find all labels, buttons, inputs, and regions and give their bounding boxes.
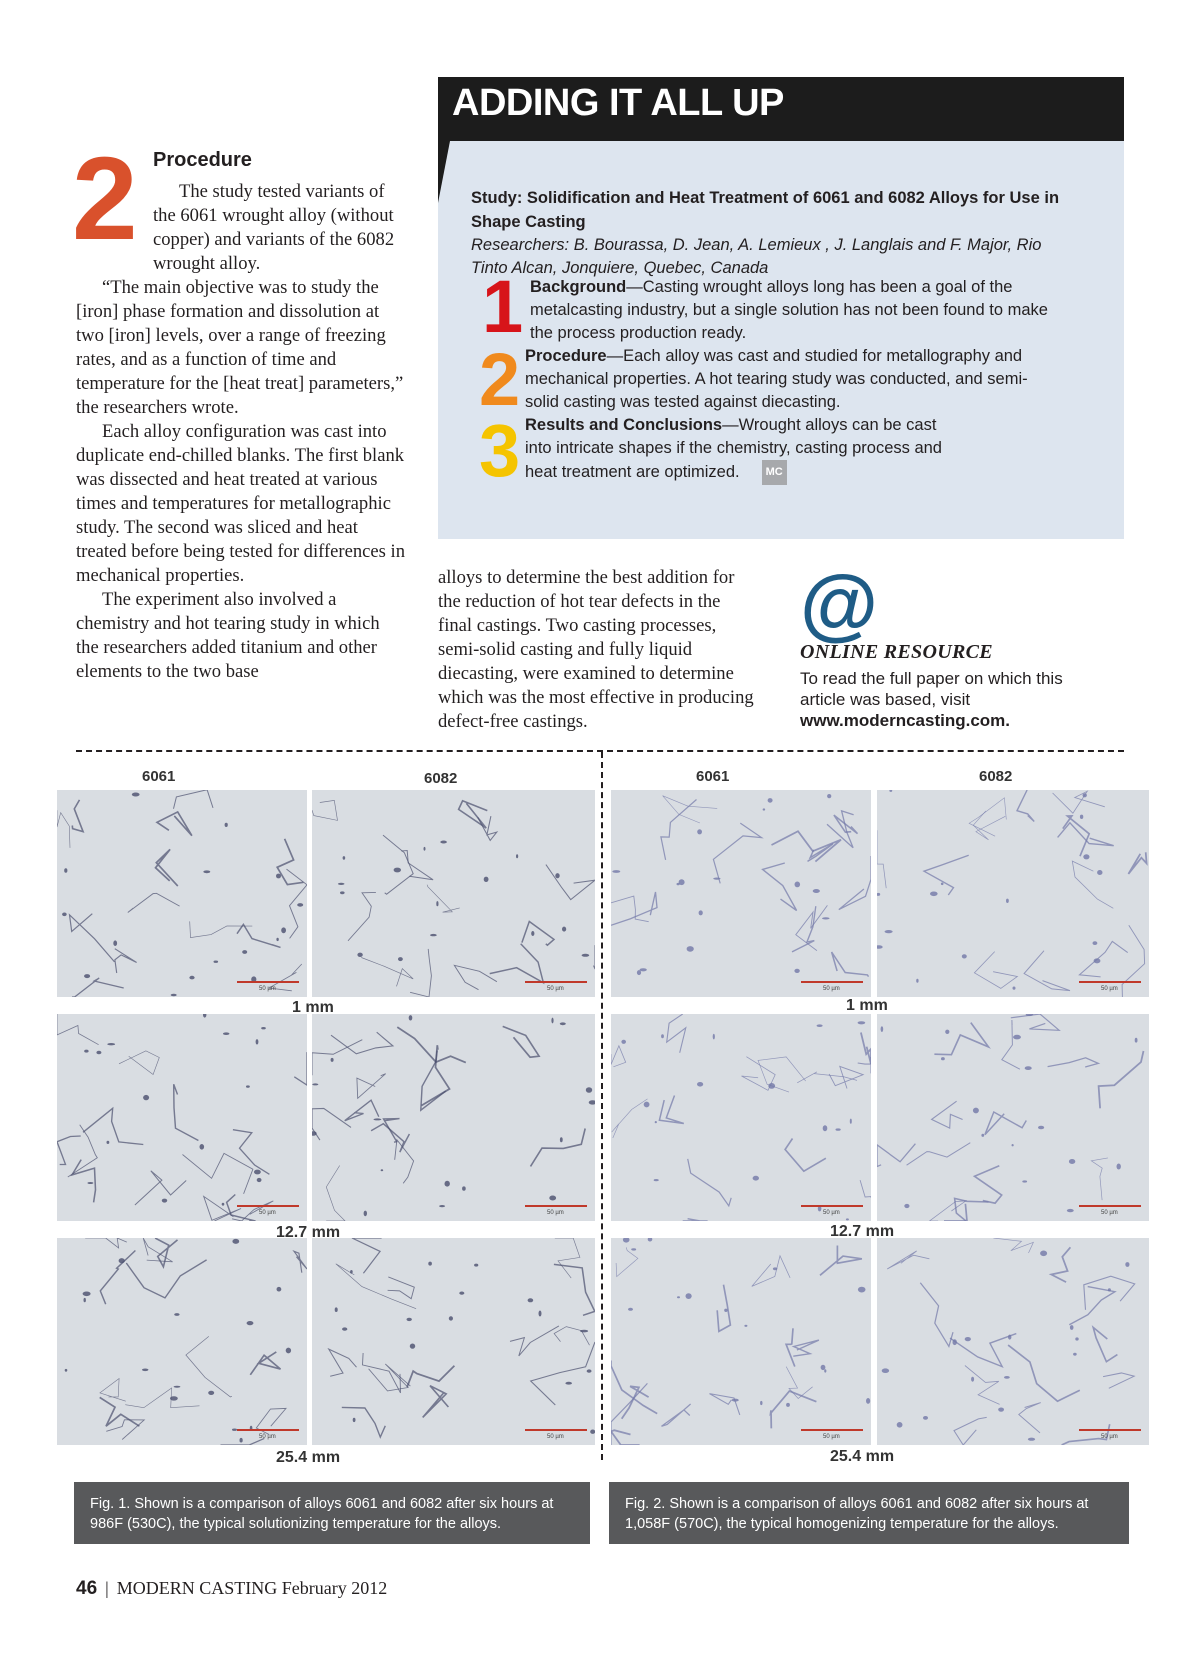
fig2-row-label-25mm: 25.4 mm bbox=[830, 1448, 895, 1465]
scale-bar bbox=[237, 1205, 299, 1207]
paragraph-configuration: Each alloy configuration was cast into duplicate end-chilled blanks. The first blank was dissected and heat treated at various times and temperatures for metallographic study. The second was sliced and heat treated before being tested for differences in mechanical properties. bbox=[76, 421, 406, 586]
micrograph-panel bbox=[611, 790, 871, 997]
micrograph-panel bbox=[611, 1238, 871, 1445]
micrograph-texture bbox=[312, 1238, 595, 1445]
fig2-col-label-6061: 6061 bbox=[696, 768, 730, 785]
scale-label: 50 µm bbox=[259, 1210, 276, 1216]
item-label: Procedure bbox=[525, 347, 607, 365]
section-heading: Procedure bbox=[153, 149, 252, 171]
page-footer bbox=[76, 1578, 387, 1600]
horizontal-divider bbox=[76, 750, 1124, 752]
scale-label: 50 µm bbox=[823, 1434, 840, 1440]
scale-bar bbox=[525, 1429, 587, 1431]
online-resource-link[interactable]: www.moderncasting.com. bbox=[800, 711, 1011, 730]
scale-bar bbox=[237, 1429, 299, 1431]
study-researchers: Researchers: B. Bourassa, D. Jean, A. Lemieux , J. Langlais and F. Major, Rio Tinto Alcan, Jonquiere, Quebec, Canada bbox=[471, 236, 1042, 277]
micrograph-panel bbox=[877, 790, 1149, 997]
sidebar-title: ADDING IT ALL UP bbox=[452, 82, 784, 124]
item-label: Results and Conclusions bbox=[525, 416, 723, 434]
paragraph-continued: alloys to determine the best addition for the reduction of hot tear defects in the final castings. Two casting processes, semi-solid casting and fully liquid diecasting, were examined to determine which was the most effective in producing defect-free castings. bbox=[438, 567, 754, 732]
micrograph-panel bbox=[57, 790, 307, 997]
micrograph-texture bbox=[611, 790, 871, 997]
section-number: 2 bbox=[72, 133, 134, 265]
item-text: —Casting wrought alloys long has been a goal of the metalcasting industry, but a single solution has not been found to make the process production ready. bbox=[530, 278, 1048, 342]
fig2-row-label-12mm: 12.7 mm bbox=[830, 1223, 895, 1240]
end-mark: MC bbox=[762, 460, 787, 485]
item-label: Background bbox=[530, 278, 627, 296]
sidebar-tab-decoration bbox=[438, 141, 450, 203]
fig1-col-label-6082: 6082 bbox=[424, 770, 458, 787]
scale-label: 50 µm bbox=[547, 986, 564, 992]
scale-label: 50 µm bbox=[547, 1434, 564, 1440]
sidebar-number-2: 2 bbox=[479, 338, 521, 421]
scale-label: 50 µm bbox=[1101, 1434, 1118, 1440]
magazine-name: MODERN CASTING bbox=[116, 1578, 278, 1598]
vertical-divider bbox=[601, 752, 603, 1460]
scale-bar bbox=[1079, 1205, 1141, 1207]
sidebar-item-background bbox=[530, 276, 1050, 345]
micrograph-panel bbox=[57, 1014, 307, 1221]
micrograph-texture bbox=[877, 1238, 1149, 1445]
online-resource-heading: ONLINE RESOURCE bbox=[800, 641, 993, 663]
scale-label: 50 µm bbox=[823, 986, 840, 992]
footer-separator: | bbox=[105, 1578, 109, 1598]
micrograph-texture bbox=[611, 1238, 871, 1445]
scale-label: 50 µm bbox=[259, 1434, 276, 1440]
micrograph-texture bbox=[611, 1014, 871, 1221]
sidebar-number-3: 3 bbox=[479, 409, 521, 492]
scale-bar bbox=[1079, 1429, 1141, 1431]
scale-label: 50 µm bbox=[1101, 986, 1118, 992]
article-column-2 bbox=[438, 566, 758, 734]
fig2-col-label-6082: 6082 bbox=[979, 768, 1013, 785]
fig1-col-label-6061: 6061 bbox=[142, 768, 176, 785]
micrograph-panel bbox=[57, 1238, 307, 1445]
micrograph-panel bbox=[312, 1238, 595, 1445]
paragraph-objective: “The main objective was to study the [iron] phase formation and dissolution at two [iron] levels, over a range of freezing rates, and as a function of time and temperature for the [heat treat] parameters,” the researchers wrote. bbox=[76, 277, 404, 418]
fig2-caption: Fig. 2. Shown is a comparison of alloys 6061 and 6082 after six hours at 1,058F (570C), the typical homogenizing temperature for the alloys. bbox=[609, 1482, 1129, 1544]
scale-bar bbox=[801, 981, 863, 983]
micrograph-texture bbox=[312, 790, 595, 997]
online-resource-text: To read the full paper on which this article was based, visit bbox=[800, 669, 1063, 709]
micrograph-texture bbox=[877, 1014, 1149, 1221]
micrograph-panel bbox=[877, 1014, 1149, 1221]
scale-label: 50 µm bbox=[1101, 1210, 1118, 1216]
micrograph-texture bbox=[57, 1014, 307, 1221]
scale-bar bbox=[237, 981, 299, 983]
scale-label: 50 µm bbox=[547, 1210, 564, 1216]
issue-date: February 2012 bbox=[281, 1578, 388, 1598]
scale-bar bbox=[525, 1205, 587, 1207]
sidebar-item-procedure bbox=[525, 345, 1045, 414]
scale-bar bbox=[801, 1205, 863, 1207]
micrograph-panel bbox=[877, 1238, 1149, 1445]
page-number: 46 bbox=[76, 1578, 98, 1599]
intro-paragraph: The study tested variants of the 6061 wrought alloy (without copper) and variants of the 6082 wrought alloy. bbox=[153, 181, 395, 274]
fig1-row-label-1mm: 1 mm bbox=[292, 999, 334, 1016]
sidebar-item-results bbox=[525, 414, 955, 485]
paragraph-experiment: The experiment also involved a chemistry and hot tearing study in which the researchers added titanium and other elements to the two base bbox=[76, 589, 380, 682]
article-intro bbox=[153, 180, 403, 276]
micrograph-texture bbox=[877, 790, 1149, 997]
item-text: —Each alloy was cast and studied for metallography and mechanical properties. A hot tearing study was conducted, and semi-solid casting was tested against diecasting. bbox=[525, 347, 1028, 411]
at-sign-icon: @ bbox=[800, 559, 879, 648]
micrograph-texture bbox=[57, 790, 307, 997]
fig2-row-label-1mm: 1 mm bbox=[846, 997, 888, 1014]
scale-label: 50 µm bbox=[259, 986, 276, 992]
micrograph-panel bbox=[312, 1014, 595, 1221]
micrograph-texture bbox=[312, 1014, 595, 1221]
scale-bar bbox=[801, 1429, 863, 1431]
scale-label: 50 µm bbox=[823, 1210, 840, 1216]
scale-bar bbox=[525, 981, 587, 983]
sidebar-number-1: 1 bbox=[482, 265, 524, 348]
scale-bar bbox=[1079, 981, 1141, 983]
micrograph-texture bbox=[57, 1238, 307, 1445]
article-column-1 bbox=[76, 276, 406, 684]
fig1-row-label-25mm: 25.4 mm bbox=[276, 1449, 341, 1466]
micrograph-panel bbox=[611, 1014, 871, 1221]
fig1-row-label-12mm: 12.7 mm bbox=[276, 1224, 341, 1241]
study-title: Study: Solidification and Heat Treatment of 6061 and 6082 Alloys for Use in Shape Casting bbox=[471, 189, 1060, 231]
fig1-caption: Fig. 1. Shown is a comparison of alloys 6061 and 6082 after six hours at 986F (530C), the typical solutionizing temperature for the alloys. bbox=[74, 1482, 590, 1544]
item-text: —Wrought alloys can be cast into intricate shapes if the chemistry, casting process and heat treatment are optimized. bbox=[525, 416, 942, 481]
micrograph-panel bbox=[312, 790, 595, 997]
